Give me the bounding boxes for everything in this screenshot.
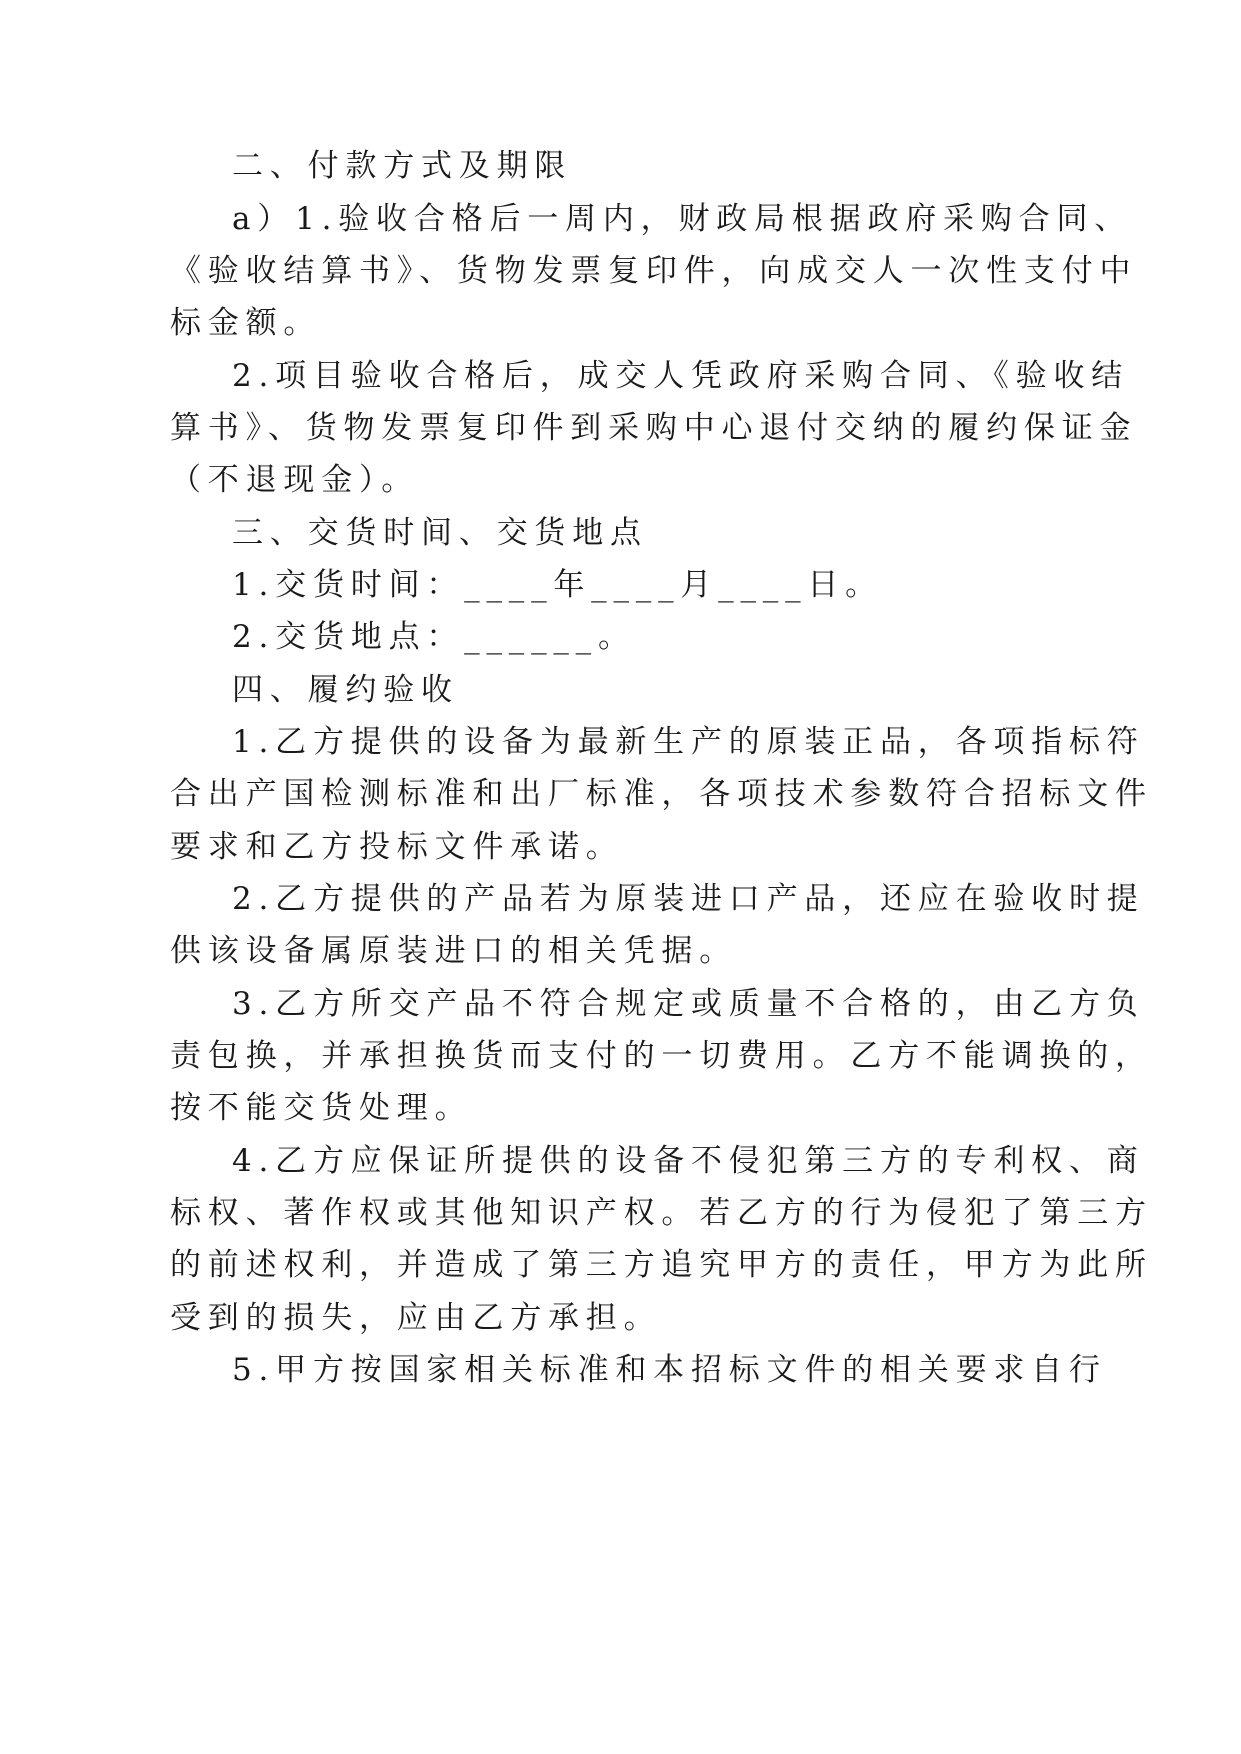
- paragraph-line: 标权、著作权或其他知识产权。若乙方的行为侵犯了第三方: [170, 1195, 1153, 1231]
- paragraph-line: （不退现金）。: [170, 462, 420, 498]
- paragraph-line: 要求和乙方投标文件承诺。: [170, 829, 624, 865]
- paragraph-line: 2.乙方提供的产品若为原装进口产品，还应在验收时提: [232, 881, 1145, 917]
- paragraph-line: 算书》、货物发票复印件到采购中心退付交纳的履约保证金: [170, 410, 1138, 446]
- paragraph-line: 2.项目验收合格后，成交人凭政府采购合同、《验收结: [232, 358, 1130, 394]
- paragraph-line: a）1.验收合格后一周内，财政局根据政府采购合同、: [232, 201, 1133, 237]
- paragraph-line: 按不能交货处理。: [170, 1090, 473, 1126]
- delivery-place-line: 2.交货地点：______。: [232, 619, 636, 655]
- paragraph-line: 合出产国检测标准和出厂标准，各项技术参数符合招标文件: [170, 776, 1153, 812]
- paragraph-line: 4.乙方应保证所提供的设备不侵犯第三方的专利权、商: [232, 1143, 1145, 1179]
- paragraph-line: 受到的损失，应由乙方承担。: [170, 1300, 662, 1336]
- paragraph-line: 《验收结算书》、货物发票复印件，向成交人一次性支付中: [170, 253, 1138, 289]
- paragraph-line: 责包换，并承担换货而支付的一切费用。乙方不能调换的，: [170, 1038, 1153, 1074]
- paragraph-line: 标金额。: [170, 305, 322, 341]
- paragraph-line: 的前述权利，并造成了第三方追究甲方的责任，甲方为此所: [170, 1247, 1153, 1283]
- section-heading-acceptance: 四、履约验收: [232, 672, 459, 708]
- section-heading-delivery: 三、交货时间、交货地点: [232, 515, 648, 551]
- paragraph-line: 1.乙方提供的设备为最新生产的原装正品，各项指标符: [232, 724, 1145, 760]
- paragraph-line: 3.乙方所交产品不符合规定或质量不合格的，由乙方负: [232, 986, 1145, 1022]
- delivery-time-line: 1.交货时间：____年____月____日。: [232, 567, 883, 603]
- section-heading-payment: 二、付款方式及期限: [232, 148, 573, 184]
- paragraph-line: 供该设备属原装进口的相关凭据。: [170, 933, 737, 969]
- paragraph-line: 5.甲方按国家相关标准和本招标文件的相关要求自行: [232, 1352, 1107, 1388]
